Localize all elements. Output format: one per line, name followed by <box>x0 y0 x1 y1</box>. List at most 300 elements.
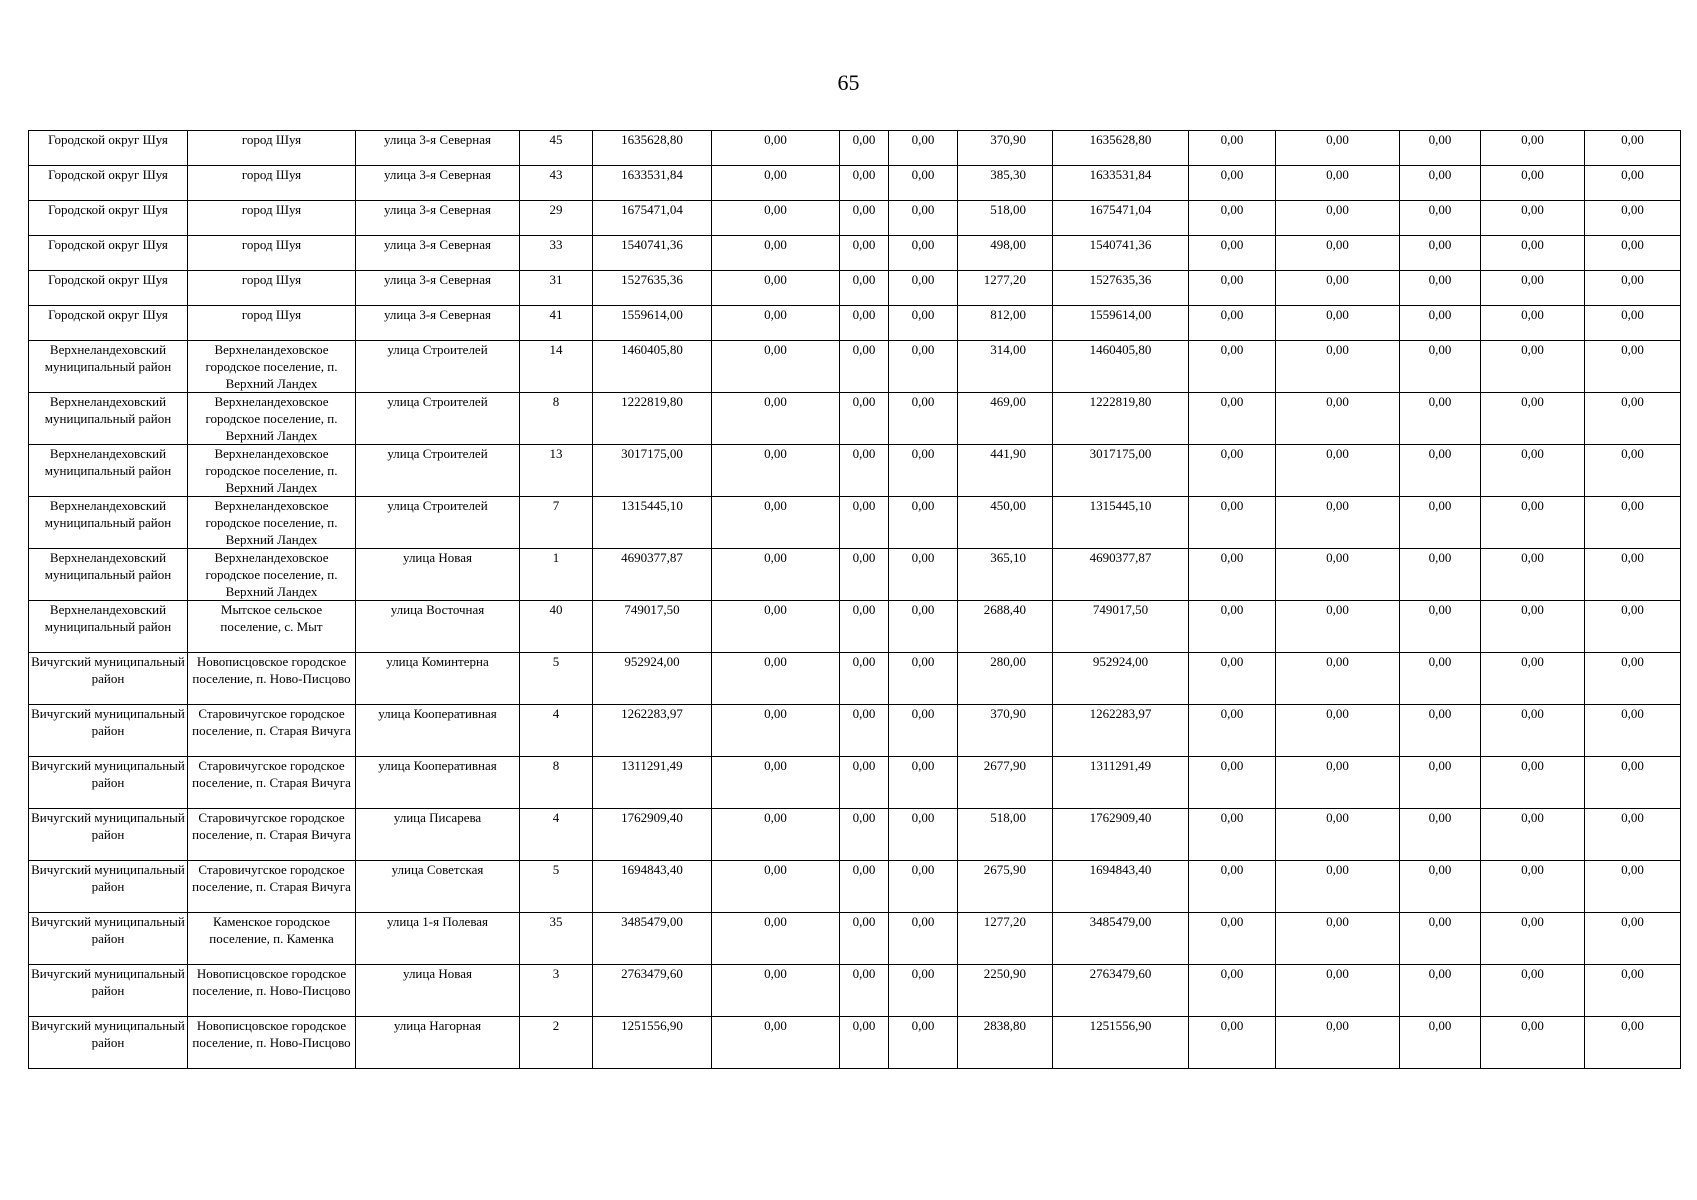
value-cell: 0,00 <box>1585 1017 1681 1069</box>
value-cell: 0,00 <box>889 1017 958 1069</box>
value-cell: 0,00 <box>1276 757 1400 809</box>
settlement-cell: Каменское городское поселение, п. Каменка <box>188 913 356 965</box>
table-row <box>29 341 1681 393</box>
value-cell: 0,00 <box>840 445 889 497</box>
value-cell: 0,00 <box>1276 306 1400 341</box>
value-cell: 0,00 <box>712 445 840 497</box>
street-cell: улица 3-я Северная <box>356 271 520 306</box>
value-cell: 0,00 <box>712 705 840 757</box>
house-number-cell: 31 <box>520 271 593 306</box>
value-cell: 0,00 <box>1481 809 1585 861</box>
value-cell: 0,00 <box>1585 757 1681 809</box>
table-row <box>29 757 1681 809</box>
total-cost-cell: 3017175,00 <box>593 445 712 497</box>
street-cell: улица 3-я Северная <box>356 306 520 341</box>
total-cost-cell: 1460405,80 <box>1053 341 1189 393</box>
value-cell: 0,00 <box>1400 131 1481 166</box>
value-cell: 0,00 <box>1585 166 1681 201</box>
area-cell: 1277,20 <box>958 271 1053 306</box>
total-cost-cell: 1222819,80 <box>1053 393 1189 445</box>
value-cell: 0,00 <box>1585 601 1681 653</box>
value-cell: 0,00 <box>889 705 958 757</box>
value-cell: 0,00 <box>840 131 889 166</box>
value-cell: 0,00 <box>1276 1017 1400 1069</box>
district-cell: Городской округ Шуя <box>29 236 188 271</box>
district-cell: Вичугский муниципальный район <box>29 913 188 965</box>
street-cell: улица Новая <box>356 965 520 1017</box>
district-cell: Городской округ Шуя <box>29 131 188 166</box>
settlement-cell: Старовичугское городское поселение, п. Старая Вичуга <box>188 757 356 809</box>
table-row <box>29 913 1681 965</box>
settlement-cell: Верхнеландеховское городское поселение, п. Верхний Ландех <box>188 497 356 549</box>
value-cell: 0,00 <box>840 393 889 445</box>
value-cell: 0,00 <box>1481 913 1585 965</box>
value-cell: 0,00 <box>1276 166 1400 201</box>
value-cell: 0,00 <box>1481 861 1585 913</box>
table-row <box>29 236 1681 271</box>
value-cell: 0,00 <box>1585 236 1681 271</box>
value-cell: 0,00 <box>840 809 889 861</box>
value-cell: 0,00 <box>889 653 958 705</box>
value-cell: 0,00 <box>1276 271 1400 306</box>
settlement-cell: Мытское сельское поселение, с. Мыт <box>188 601 356 653</box>
house-number-cell: 5 <box>520 653 593 705</box>
value-cell: 0,00 <box>1481 705 1585 757</box>
value-cell: 0,00 <box>889 601 958 653</box>
total-cost-cell: 1762909,40 <box>593 809 712 861</box>
street-cell: улица Восточная <box>356 601 520 653</box>
total-cost-cell: 1559614,00 <box>593 306 712 341</box>
value-cell: 0,00 <box>840 236 889 271</box>
value-cell: 0,00 <box>712 913 840 965</box>
total-cost-cell: 1540741,36 <box>1053 236 1189 271</box>
house-number-cell: 45 <box>520 131 593 166</box>
value-cell: 0,00 <box>712 757 840 809</box>
settlement-cell: Новописцовское городское поселение, п. Ново-Писцово <box>188 653 356 705</box>
value-cell: 0,00 <box>1400 236 1481 271</box>
value-cell: 0,00 <box>1400 341 1481 393</box>
value-cell: 0,00 <box>712 965 840 1017</box>
settlement-cell: город Шуя <box>188 306 356 341</box>
value-cell: 0,00 <box>712 341 840 393</box>
house-number-cell: 35 <box>520 913 593 965</box>
table-row <box>29 965 1681 1017</box>
district-cell: Вичугский муниципальный район <box>29 757 188 809</box>
value-cell: 0,00 <box>889 393 958 445</box>
value-cell: 0,00 <box>1585 393 1681 445</box>
value-cell: 0,00 <box>889 341 958 393</box>
settlement-cell: город Шуя <box>188 201 356 236</box>
district-cell: Верхнеландеховский муниципальный район <box>29 341 188 393</box>
value-cell: 0,00 <box>1585 913 1681 965</box>
value-cell: 0,00 <box>712 861 840 913</box>
area-cell: 280,00 <box>958 653 1053 705</box>
house-number-cell: 1 <box>520 549 593 601</box>
area-cell: 2677,90 <box>958 757 1053 809</box>
table-row <box>29 601 1681 653</box>
street-cell: улица 3-я Северная <box>356 131 520 166</box>
value-cell: 0,00 <box>1276 341 1400 393</box>
value-cell: 0,00 <box>889 757 958 809</box>
area-cell: 1277,20 <box>958 913 1053 965</box>
table-row <box>29 497 1681 549</box>
value-cell: 0,00 <box>1400 601 1481 653</box>
total-cost-cell: 3017175,00 <box>1053 445 1189 497</box>
total-cost-cell: 1633531,84 <box>593 166 712 201</box>
value-cell: 0,00 <box>1189 445 1276 497</box>
total-cost-cell: 1222819,80 <box>593 393 712 445</box>
value-cell: 0,00 <box>1400 861 1481 913</box>
value-cell: 0,00 <box>1585 271 1681 306</box>
total-cost-cell: 1527635,36 <box>593 271 712 306</box>
value-cell: 0,00 <box>840 705 889 757</box>
district-cell: Верхнеландеховский муниципальный район <box>29 393 188 445</box>
value-cell: 0,00 <box>1400 653 1481 705</box>
value-cell: 0,00 <box>889 809 958 861</box>
house-number-cell: 43 <box>520 166 593 201</box>
value-cell: 0,00 <box>1276 809 1400 861</box>
district-cell: Городской округ Шуя <box>29 166 188 201</box>
value-cell: 0,00 <box>1585 497 1681 549</box>
value-cell: 0,00 <box>840 271 889 306</box>
street-cell: улица Коминтерна <box>356 653 520 705</box>
settlement-cell: Верхнеландеховское городское поселение, п. Верхний Ландех <box>188 393 356 445</box>
district-cell: Вичугский муниципальный район <box>29 861 188 913</box>
value-cell: 0,00 <box>1400 757 1481 809</box>
area-cell: 518,00 <box>958 809 1053 861</box>
district-cell: Верхнеландеховский муниципальный район <box>29 549 188 601</box>
total-cost-cell: 4690377,87 <box>593 549 712 601</box>
value-cell: 0,00 <box>712 1017 840 1069</box>
value-cell: 0,00 <box>1276 861 1400 913</box>
value-cell: 0,00 <box>1400 271 1481 306</box>
value-cell: 0,00 <box>712 271 840 306</box>
value-cell: 0,00 <box>1276 913 1400 965</box>
total-cost-cell: 3485479,00 <box>593 913 712 965</box>
table-row <box>29 201 1681 236</box>
district-cell: Вичугский муниципальный район <box>29 705 188 757</box>
district-cell: Вичугский муниципальный район <box>29 653 188 705</box>
value-cell: 0,00 <box>840 601 889 653</box>
value-cell: 0,00 <box>1585 861 1681 913</box>
value-cell: 0,00 <box>840 861 889 913</box>
value-cell: 0,00 <box>889 549 958 601</box>
district-cell: Верхнеландеховский муниципальный район <box>29 497 188 549</box>
value-cell: 0,00 <box>889 131 958 166</box>
value-cell: 0,00 <box>1585 965 1681 1017</box>
street-cell: улица 1-я Полевая <box>356 913 520 965</box>
value-cell: 0,00 <box>1481 306 1585 341</box>
value-cell: 0,00 <box>1189 306 1276 341</box>
value-cell: 0,00 <box>712 393 840 445</box>
district-cell: Городской округ Шуя <box>29 271 188 306</box>
total-cost-cell: 1251556,90 <box>1053 1017 1189 1069</box>
value-cell: 0,00 <box>1400 549 1481 601</box>
house-number-cell: 7 <box>520 497 593 549</box>
district-cell: Городской округ Шуя <box>29 201 188 236</box>
settlement-cell: Старовичугское городское поселение, п. Старая Вичуга <box>188 861 356 913</box>
value-cell: 0,00 <box>1585 809 1681 861</box>
value-cell: 0,00 <box>1189 705 1276 757</box>
total-cost-cell: 1311291,49 <box>593 757 712 809</box>
value-cell: 0,00 <box>712 166 840 201</box>
table-row <box>29 271 1681 306</box>
settlement-cell: город Шуя <box>188 236 356 271</box>
value-cell: 0,00 <box>1400 201 1481 236</box>
value-cell: 0,00 <box>712 306 840 341</box>
value-cell: 0,00 <box>1400 166 1481 201</box>
value-cell: 0,00 <box>1276 497 1400 549</box>
total-cost-cell: 1540741,36 <box>593 236 712 271</box>
value-cell: 0,00 <box>840 1017 889 1069</box>
value-cell: 0,00 <box>1189 1017 1276 1069</box>
street-cell: улица Писарева <box>356 809 520 861</box>
value-cell: 0,00 <box>1276 236 1400 271</box>
area-cell: 518,00 <box>958 201 1053 236</box>
house-number-cell: 2 <box>520 1017 593 1069</box>
value-cell: 0,00 <box>1189 393 1276 445</box>
value-cell: 0,00 <box>1481 601 1585 653</box>
total-cost-cell: 952924,00 <box>593 653 712 705</box>
value-cell: 0,00 <box>1189 809 1276 861</box>
area-cell: 365,10 <box>958 549 1053 601</box>
street-cell: улица Строителей <box>356 497 520 549</box>
district-cell: Вичугский муниципальный район <box>29 965 188 1017</box>
total-cost-cell: 1460405,80 <box>593 341 712 393</box>
street-cell: улица Кооперативная <box>356 705 520 757</box>
value-cell: 0,00 <box>1276 965 1400 1017</box>
value-cell: 0,00 <box>889 861 958 913</box>
value-cell: 0,00 <box>1481 341 1585 393</box>
value-cell: 0,00 <box>1585 306 1681 341</box>
value-cell: 0,00 <box>1585 131 1681 166</box>
street-cell: улица 3-я Северная <box>356 201 520 236</box>
total-cost-cell: 1635628,80 <box>1053 131 1189 166</box>
total-cost-cell: 2763479,60 <box>1053 965 1189 1017</box>
value-cell: 0,00 <box>1276 445 1400 497</box>
value-cell: 0,00 <box>1400 445 1481 497</box>
house-number-cell: 5 <box>520 861 593 913</box>
area-cell: 441,90 <box>958 445 1053 497</box>
area-cell: 450,00 <box>958 497 1053 549</box>
table-row <box>29 1017 1681 1069</box>
table-row <box>29 166 1681 201</box>
value-cell: 0,00 <box>1189 653 1276 705</box>
total-cost-cell: 952924,00 <box>1053 653 1189 705</box>
street-cell: улица Новая <box>356 549 520 601</box>
district-cell: Городской округ Шуя <box>29 306 188 341</box>
page-number: 65 <box>837 70 860 95</box>
value-cell: 0,00 <box>1481 166 1585 201</box>
value-cell: 0,00 <box>1585 341 1681 393</box>
value-cell: 0,00 <box>889 913 958 965</box>
street-cell: улица 3-я Северная <box>356 166 520 201</box>
table-body <box>29 131 1681 1069</box>
value-cell: 0,00 <box>1400 913 1481 965</box>
street-cell: улица Строителей <box>356 393 520 445</box>
total-cost-cell: 1251556,90 <box>593 1017 712 1069</box>
street-cell: улица Строителей <box>356 445 520 497</box>
total-cost-cell: 1762909,40 <box>1053 809 1189 861</box>
value-cell: 0,00 <box>889 965 958 1017</box>
settlement-cell: Верхнеландеховское городское поселение, п. Верхний Ландех <box>188 341 356 393</box>
total-cost-cell: 1633531,84 <box>1053 166 1189 201</box>
value-cell: 0,00 <box>1400 1017 1481 1069</box>
total-cost-cell: 4690377,87 <box>1053 549 1189 601</box>
total-cost-cell: 1694843,40 <box>1053 861 1189 913</box>
total-cost-cell: 1635628,80 <box>593 131 712 166</box>
street-cell: улица Нагорная <box>356 1017 520 1069</box>
value-cell: 0,00 <box>1189 913 1276 965</box>
table-row <box>29 306 1681 341</box>
value-cell: 0,00 <box>840 306 889 341</box>
district-cell: Вичугский муниципальный район <box>29 1017 188 1069</box>
house-number-cell: 4 <box>520 705 593 757</box>
district-cell: Вичугский муниципальный район <box>29 809 188 861</box>
value-cell: 0,00 <box>889 236 958 271</box>
total-cost-cell: 1527635,36 <box>1053 271 1189 306</box>
value-cell: 0,00 <box>1585 201 1681 236</box>
area-cell: 2675,90 <box>958 861 1053 913</box>
house-number-cell: 40 <box>520 601 593 653</box>
total-cost-cell: 1559614,00 <box>1053 306 1189 341</box>
value-cell: 0,00 <box>712 131 840 166</box>
value-cell: 0,00 <box>1189 861 1276 913</box>
value-cell: 0,00 <box>889 497 958 549</box>
street-cell: улица Кооперативная <box>356 757 520 809</box>
total-cost-cell: 1315445,10 <box>593 497 712 549</box>
settlement-cell: город Шуя <box>188 166 356 201</box>
value-cell: 0,00 <box>889 166 958 201</box>
settlement-cell: Верхнеландеховское городское поселение, п. Верхний Ландех <box>188 445 356 497</box>
value-cell: 0,00 <box>712 201 840 236</box>
area-cell: 385,30 <box>958 166 1053 201</box>
house-number-cell: 3 <box>520 965 593 1017</box>
value-cell: 0,00 <box>840 913 889 965</box>
value-cell: 0,00 <box>1276 201 1400 236</box>
value-cell: 0,00 <box>1585 705 1681 757</box>
value-cell: 0,00 <box>1400 393 1481 445</box>
total-cost-cell: 1262283,97 <box>1053 705 1189 757</box>
value-cell: 0,00 <box>840 201 889 236</box>
house-number-cell: 33 <box>520 236 593 271</box>
value-cell: 0,00 <box>712 809 840 861</box>
area-cell: 2838,80 <box>958 1017 1053 1069</box>
value-cell: 0,00 <box>1189 601 1276 653</box>
value-cell: 0,00 <box>1481 497 1585 549</box>
total-cost-cell: 1675471,04 <box>593 201 712 236</box>
total-cost-cell: 1262283,97 <box>593 705 712 757</box>
settlement-cell: Верхнеландеховское городское поселение, п. Верхний Ландех <box>188 549 356 601</box>
value-cell: 0,00 <box>712 497 840 549</box>
value-cell: 0,00 <box>1276 549 1400 601</box>
value-cell: 0,00 <box>1481 549 1585 601</box>
value-cell: 0,00 <box>889 306 958 341</box>
street-cell: улица Советская <box>356 861 520 913</box>
total-cost-cell: 1694843,40 <box>593 861 712 913</box>
value-cell: 0,00 <box>1189 201 1276 236</box>
street-cell: улица Строителей <box>356 341 520 393</box>
table-row <box>29 445 1681 497</box>
settlement-cell: Новописцовское городское поселение, п. Ново-Писцово <box>188 965 356 1017</box>
value-cell: 0,00 <box>1276 653 1400 705</box>
district-cell: Верхнеландеховский муниципальный район <box>29 601 188 653</box>
value-cell: 0,00 <box>1481 1017 1585 1069</box>
value-cell: 0,00 <box>1276 393 1400 445</box>
value-cell: 0,00 <box>1400 965 1481 1017</box>
house-number-cell: 14 <box>520 341 593 393</box>
area-cell: 469,00 <box>958 393 1053 445</box>
value-cell: 0,00 <box>889 271 958 306</box>
table-row <box>29 393 1681 445</box>
value-cell: 0,00 <box>1481 271 1585 306</box>
value-cell: 0,00 <box>1400 809 1481 861</box>
area-cell: 370,90 <box>958 705 1053 757</box>
house-number-cell: 8 <box>520 757 593 809</box>
value-cell: 0,00 <box>1276 705 1400 757</box>
value-cell: 0,00 <box>840 341 889 393</box>
house-number-cell: 4 <box>520 809 593 861</box>
value-cell: 0,00 <box>840 757 889 809</box>
housing-repair-table <box>28 130 1681 1069</box>
house-number-cell: 8 <box>520 393 593 445</box>
area-cell: 2250,90 <box>958 965 1053 1017</box>
value-cell: 0,00 <box>1189 271 1276 306</box>
total-cost-cell: 1311291,49 <box>1053 757 1189 809</box>
table-row <box>29 861 1681 913</box>
settlement-cell: город Шуя <box>188 131 356 166</box>
value-cell: 0,00 <box>840 166 889 201</box>
value-cell: 0,00 <box>1189 497 1276 549</box>
value-cell: 0,00 <box>889 201 958 236</box>
total-cost-cell: 2763479,60 <box>593 965 712 1017</box>
value-cell: 0,00 <box>1189 236 1276 271</box>
house-number-cell: 41 <box>520 306 593 341</box>
value-cell: 0,00 <box>840 965 889 1017</box>
value-cell: 0,00 <box>1189 341 1276 393</box>
house-number-cell: 29 <box>520 201 593 236</box>
district-cell: Верхнеландеховский муниципальный район <box>29 445 188 497</box>
settlement-cell: Новописцовское городское поселение, п. Ново-Писцово <box>188 1017 356 1069</box>
value-cell: 0,00 <box>1481 445 1585 497</box>
area-cell: 812,00 <box>958 306 1053 341</box>
area-cell: 314,00 <box>958 341 1053 393</box>
value-cell: 0,00 <box>712 653 840 705</box>
value-cell: 0,00 <box>1400 497 1481 549</box>
settlement-cell: Старовичугское городское поселение, п. Старая Вичуга <box>188 705 356 757</box>
value-cell: 0,00 <box>1276 131 1400 166</box>
value-cell: 0,00 <box>1189 965 1276 1017</box>
total-cost-cell: 749017,50 <box>593 601 712 653</box>
value-cell: 0,00 <box>840 549 889 601</box>
table-row <box>29 549 1681 601</box>
house-number-cell: 13 <box>520 445 593 497</box>
value-cell: 0,00 <box>1189 166 1276 201</box>
value-cell: 0,00 <box>1481 393 1585 445</box>
value-cell: 0,00 <box>712 549 840 601</box>
value-cell: 0,00 <box>712 601 840 653</box>
value-cell: 0,00 <box>1481 131 1585 166</box>
settlement-cell: Старовичугское городское поселение, п. Старая Вичуга <box>188 809 356 861</box>
value-cell: 0,00 <box>712 236 840 271</box>
value-cell: 0,00 <box>1400 306 1481 341</box>
area-cell: 370,90 <box>958 131 1053 166</box>
street-cell: улица 3-я Северная <box>356 236 520 271</box>
value-cell: 0,00 <box>1585 653 1681 705</box>
area-cell: 498,00 <box>958 236 1053 271</box>
value-cell: 0,00 <box>1585 445 1681 497</box>
table-row <box>29 809 1681 861</box>
